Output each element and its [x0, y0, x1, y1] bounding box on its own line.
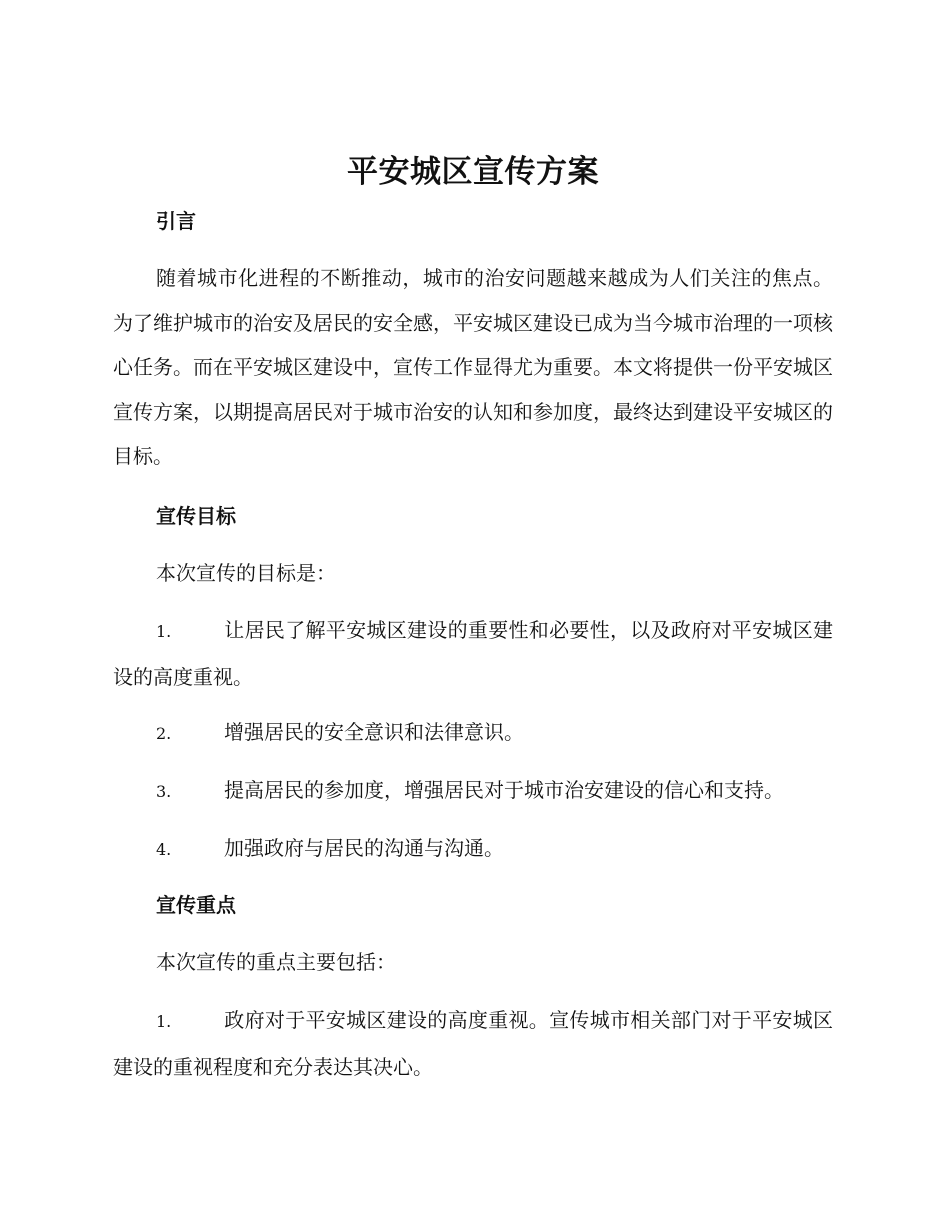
intro-paragraph: 随着城市化进程的不断推动，城市的治安问题越来越成为人们关注的焦点。为了维护城市的治安及居民的安全感，平安城区建设已成为当今城市治理的一项核心任务。而在平安城区建设中，宣传工作显得尤为重要。本文将提供一份平安城区宣传方案，以期提高居民对于城市治安的认知和参加度，最终达到建设平安城区的目标。 — [113, 266, 833, 468]
list-item-text: 提高居民的参加度，增强居民对于城市治安建设的信心和支持。 — [224, 778, 784, 802]
list-number: 3. — [156, 782, 172, 801]
focus-item-1 — [113, 998, 833, 1089]
list-number: 4. — [156, 840, 172, 859]
goals-item-2 — [113, 710, 833, 757]
list-item-text: 加强政府与居民的沟通与沟通。 — [224, 836, 504, 860]
list-item-text: 政府对于平安城区建设的高度重视。宣传城市相关部门对于平安城区建设的重视程度和充分表达其决心。 — [113, 1008, 833, 1079]
list-number: 1. — [156, 1012, 172, 1031]
document-title: 平安城区宣传方案 — [347, 154, 599, 190]
list-number: 1. — [156, 622, 172, 641]
goals-item-4 — [113, 826, 833, 873]
list-item-text: 让居民了解平安城区建设的重要性和必要性，以及政府对平安城区建设的高度重视。 — [113, 618, 833, 689]
goals-item-1 — [113, 608, 833, 699]
goals-lead: 本次宣传的目标是： — [156, 561, 336, 585]
focus-lead: 本次宣传的重点主要包括： — [156, 950, 396, 974]
goals-item-3 — [113, 768, 833, 815]
heading-goals: 宣传目标 — [156, 504, 236, 528]
list-number: 2. — [156, 724, 172, 743]
heading-intro: 引言 — [156, 209, 196, 233]
list-item-text: 增强居民的安全意识和法律意识。 — [224, 720, 524, 744]
heading-focus: 宣传重点 — [156, 893, 236, 917]
